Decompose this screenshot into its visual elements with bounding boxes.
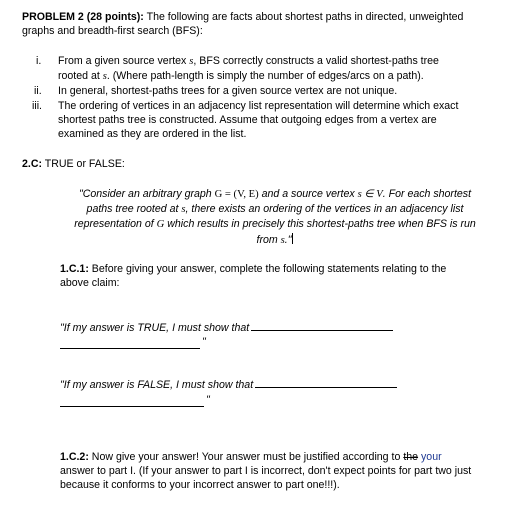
fact-text: , BFS correctly constructs a valid shortest-paths tree bbox=[193, 55, 439, 67]
true-answer-blank[interactable] bbox=[251, 320, 393, 331]
true-answer-blank-2[interactable] bbox=[60, 338, 200, 349]
fact-text: shortest paths tree is constructed. Assume that outgoing edges from a vertex are bbox=[58, 114, 437, 127]
claim-text: , there exists an ordering of the vertices in an adjacency list bbox=[185, 203, 464, 216]
question-label: 1.C.1: bbox=[60, 263, 89, 275]
math-expr: s ∈ V bbox=[357, 189, 383, 200]
fact-iii bbox=[22, 99, 522, 142]
math-var: s bbox=[181, 204, 186, 216]
math-expr: G = (V, E) bbox=[214, 189, 259, 200]
fact-text: In general, shortest-paths trees for a given source vertex are not unique. bbox=[58, 85, 398, 97]
question-1c2 bbox=[60, 450, 525, 493]
claim-text: paths tree rooted at bbox=[86, 203, 182, 216]
math-var: s bbox=[102, 71, 107, 83]
close-quote: " bbox=[206, 394, 210, 406]
fact-text: . (Where path-length is simply the number of edges/arcs on a path). bbox=[106, 70, 424, 83]
math-var: G bbox=[156, 219, 165, 231]
false-answer-blank-2[interactable] bbox=[60, 396, 204, 407]
claim-text: from bbox=[256, 233, 281, 246]
statement-text: "If my answer is TRUE, I must show that bbox=[60, 322, 250, 334]
claim-text: ." bbox=[284, 233, 292, 246]
fact-text: From a given source vertex bbox=[58, 55, 190, 67]
fact-ii bbox=[22, 84, 522, 98]
false-answer-blank[interactable] bbox=[255, 377, 397, 388]
problem-intro-text-2: graphs and breadth-first search (BFS): bbox=[22, 25, 203, 38]
claim-text: representation of bbox=[74, 218, 157, 231]
fact-number: ii. bbox=[34, 85, 42, 97]
text-cursor bbox=[292, 233, 293, 244]
true-statement-cont bbox=[60, 335, 510, 353]
fact-number: i. bbox=[36, 55, 42, 67]
true-statement bbox=[60, 320, 510, 335]
handwritten-correction: your bbox=[421, 451, 442, 463]
close-quote: " bbox=[202, 336, 206, 348]
fact-number: iii. bbox=[32, 100, 43, 112]
fact-text: examined as they are ordered in the list. bbox=[58, 128, 247, 141]
question-text: above claim: bbox=[60, 277, 120, 290]
section-label: 2.C: bbox=[22, 158, 43, 170]
claim-text: . For each shortest bbox=[382, 188, 472, 200]
false-statement bbox=[60, 377, 510, 392]
fact-text: The ordering of vertices in an adjacency list representation will determine which exact bbox=[58, 100, 459, 112]
claim-text: and a source vertex bbox=[258, 188, 358, 200]
claim-text: "Consider an arbitrary graph bbox=[78, 188, 215, 200]
claim-text: which results in precisely this shortest-paths tree when BFS is run bbox=[164, 218, 476, 231]
math-var: s bbox=[189, 56, 194, 67]
section-text: TRUE or FALSE: bbox=[42, 158, 125, 170]
struck-word: the bbox=[403, 451, 419, 463]
fact-text: rooted at bbox=[58, 70, 103, 83]
question-text: Now give your answer! Your answer must be justified according to bbox=[88, 451, 404, 463]
question-text: answer to part I. (If your answer to part I is incorrect, don't expect points for part two just bbox=[60, 465, 472, 478]
question-1c1 bbox=[60, 262, 510, 290]
false-statement-cont bbox=[60, 393, 510, 411]
question-text: because it conforms to your incorrect answer to part one!!!). bbox=[60, 479, 340, 492]
fact-i bbox=[22, 54, 522, 84]
section-heading bbox=[22, 157, 125, 171]
claim-quote bbox=[60, 187, 490, 248]
math-var: s bbox=[280, 234, 285, 246]
statement-text: "If my answer is FALSE, I must show that bbox=[60, 379, 254, 391]
problem-intro-text: The following are facts about shortest paths in directed, unweighted bbox=[143, 11, 464, 23]
question-text: Before giving your answer, complete the following statements relating to the bbox=[88, 263, 447, 275]
problem-title: PROBLEM 2 (28 points): bbox=[22, 11, 144, 23]
problem-intro bbox=[22, 10, 522, 38]
question-label: 1.C.2: bbox=[60, 451, 89, 463]
